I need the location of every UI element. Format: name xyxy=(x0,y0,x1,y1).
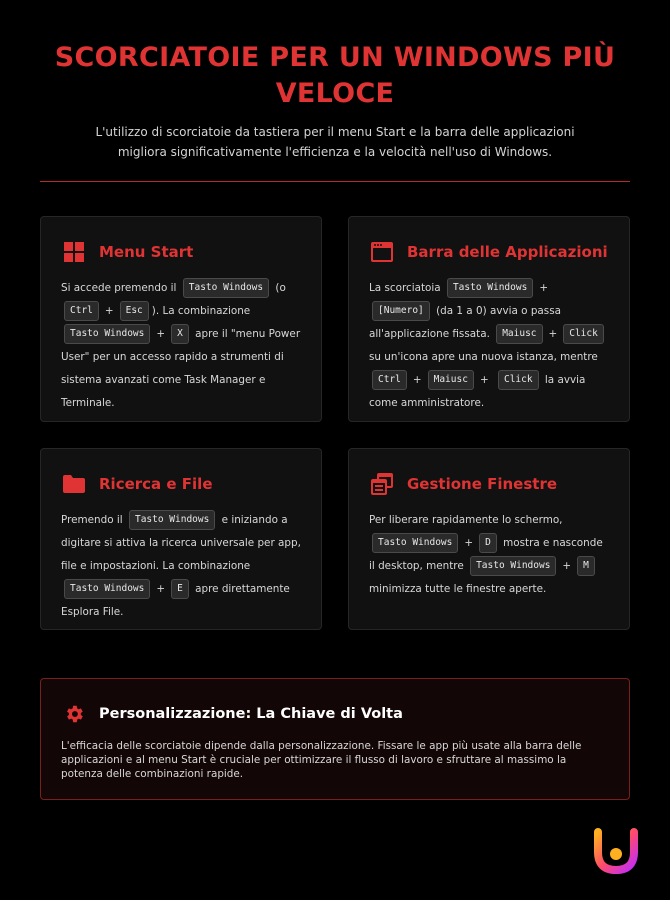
window-restore-icon xyxy=(371,473,393,495)
title-divider xyxy=(40,181,630,182)
card-menu-start xyxy=(40,216,322,422)
key-maiusc: Maiusc xyxy=(428,370,474,390)
key-windows: Tasto Windows xyxy=(129,510,215,530)
card-title: Gestione Finestre xyxy=(407,475,558,493)
key-number: [Numero] xyxy=(372,301,430,321)
panel-body: L'efficacia delle scorciatoie dipende dalla personalizzazione. Fissare le app più usate alla barra delle applicazioni e al menu Start è cruciale per ottimizzare il flusso di lavoro e sfruttare al massimo la potenza delle combinazioni rapide. xyxy=(61,740,582,780)
window-bar-icon xyxy=(371,241,393,263)
card-title: Ricerca e File xyxy=(99,475,213,493)
key-ctrl: Ctrl xyxy=(372,370,407,390)
key-esc: Esc xyxy=(120,301,149,321)
folder-icon xyxy=(63,473,85,495)
key-d: D xyxy=(479,533,497,553)
card-body: Per liberare rapidamente lo schermo, Tasto Windows + D mostra e nasconde il desktop, mentre Tasto Windows + M minimizza tutte le finestre aperte. xyxy=(369,514,603,595)
page-title: SCORCIATOIE PER UN WINDOWS PIÙ VELOCE xyxy=(54,42,616,109)
key-maiusc: Maiusc xyxy=(496,324,542,344)
gear-icon xyxy=(63,703,85,725)
card-body: Si accede premendo il Tasto Windows (o Ctrl + Esc ). La combinazione Tasto Windows + X apre il "menu Power User" per un accesso rapido a strumenti di sistema avanzati come Task Manager e Terminale. xyxy=(61,277,303,415)
windows-grid-icon xyxy=(63,241,85,263)
key-ctrl: Ctrl xyxy=(64,301,99,321)
card-windows xyxy=(348,448,630,630)
card-title: Menu Start xyxy=(99,243,194,261)
key-click: Click xyxy=(563,324,604,344)
key-click: Click xyxy=(498,370,539,390)
key-windows: Tasto Windows xyxy=(64,324,150,344)
key-windows: Tasto Windows xyxy=(447,278,533,298)
page-subtitle: L'utilizzo di scorciatoie da tastiera per il menu Start e la barra delle applicazioni migliora significativamente l'efficienza e la velocità nell'uso di Windows. xyxy=(95,125,575,159)
panel-title: Personalizzazione: La Chiave di Volta xyxy=(99,706,403,722)
key-windows: Tasto Windows xyxy=(64,579,150,599)
card-body: La scorciatoia Tasto Windows +[Numero] (da 1 a 0) avvia o passa all'applicazione fissata. Maiusc + Click su un'icona apre una nuova istanza, mentre Ctrl + Maiusc + Click la avvia come amministratore. xyxy=(369,277,611,415)
card-search xyxy=(40,448,322,630)
key-x: X xyxy=(171,324,189,344)
card-body: Premendo il Tasto Windows e iniziando a digitare si attiva la ricerca universale per app, file e impostazioni. La combinazione Tasto Windows + E apre direttamente Esplora File. xyxy=(61,509,303,624)
card-taskbar xyxy=(348,216,630,422)
card-title: Barra delle Applicazioni xyxy=(407,243,608,261)
key-windows: Tasto Windows xyxy=(183,278,269,298)
key-windows: Tasto Windows xyxy=(372,533,458,553)
personalization-panel xyxy=(40,678,630,800)
key-e: E xyxy=(171,579,189,599)
brand-logo-icon xyxy=(592,826,640,874)
key-windows: Tasto Windows xyxy=(470,556,556,576)
key-m: M xyxy=(577,556,595,576)
